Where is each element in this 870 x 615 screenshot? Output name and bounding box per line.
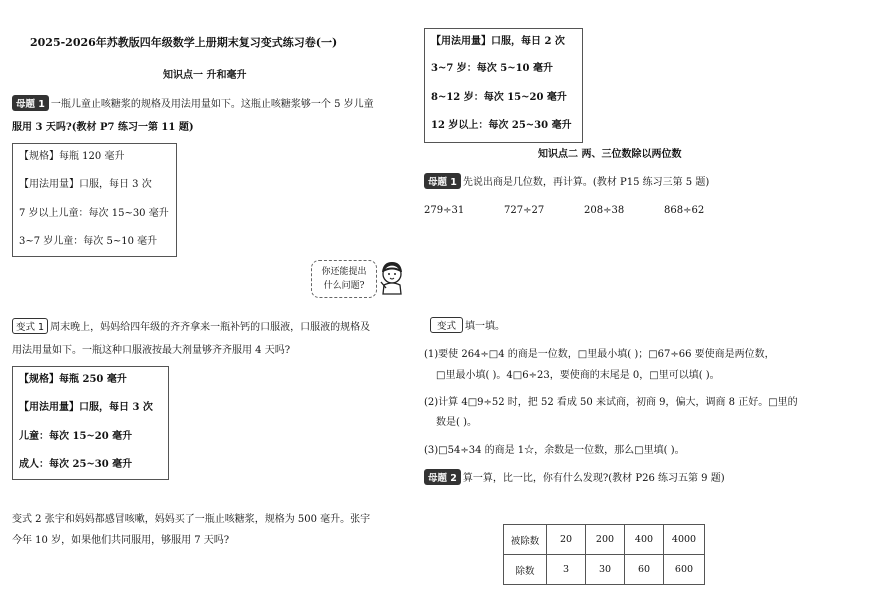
variant-fill: [430, 317, 505, 333]
spec-line: 儿童：每次 15~20 毫升: [19, 431, 133, 442]
table-cell: 200: [586, 525, 625, 555]
variant-2-line1: 变式 2 张宇和妈妈都感冒咳嗽，妈妈买了一瓶止咳糖浆，规格为 500 毫升。张宇: [12, 514, 371, 525]
spec-line: 【用法用量】口服，每日 2 次: [431, 36, 565, 47]
question-text-line2: 服用 3 天吗?(教材 P7 练习一第 11 题): [12, 122, 194, 133]
fill-item: □里最小填( )。4□6÷23，要使商的末尾是 0，□里可以填( )。: [436, 370, 720, 381]
spec-line: 3~7 岁：每次 5~10 毫升: [431, 63, 553, 74]
spec-box-1: [12, 143, 177, 257]
table-row: [504, 525, 705, 555]
spec-line: 【用法用量】口服，每日 3 次: [19, 179, 152, 190]
spec-box-3: [424, 28, 583, 143]
question-tag: 母题 2: [424, 469, 461, 485]
section-heading-2: 知识点二 两、三位数除以两位数: [538, 149, 682, 160]
spec-line: 12 岁以上：每次 25~30 毫升: [431, 120, 572, 131]
table-header-cell: 除数: [504, 555, 547, 585]
spec-line: 【用法用量】口服，每日 3 次: [19, 402, 153, 413]
question-1: [12, 95, 374, 111]
variant-2-line2: 今年 10 岁，如果他们共同服用，够服用 7 天吗?: [12, 535, 230, 546]
spec-box-2: [12, 366, 169, 480]
spec-line: 7 岁以上儿童：每次 15~30 毫升: [19, 208, 169, 219]
variant-text-line1: 周末晚上，妈妈给四年级的齐齐拿来一瓶补钙的口服液，口服液的规格及: [50, 322, 371, 333]
bubble-line: 你还能提出: [321, 267, 367, 277]
expression: 727÷27: [504, 205, 545, 216]
table-cell: 60: [625, 555, 664, 585]
variant-tag: 变式: [430, 317, 463, 333]
table-cell: 3: [547, 555, 586, 585]
fill-item: (2)计算 4□9÷52 时，把 52 看成 50 来试商，初商 9，偏大，调商 8 正好。□里的: [424, 397, 798, 408]
question-2-2: [424, 469, 725, 485]
question-tag: 母题 1: [424, 173, 461, 189]
variant-tag: 变式 1: [12, 318, 48, 334]
page-title: 2025-2026年苏教版四年级数学上册期末复习变式练习卷(一): [30, 36, 338, 49]
variant-text-line2: 用法用量如下。一瓶这种口服液按最大剂量够齐齐服用 4 天吗?: [12, 345, 291, 356]
question-tag: 母题 1: [12, 95, 49, 111]
speech-bubble: [311, 260, 377, 298]
fill-item: (3)□54÷34 的商是 1☆，余数是一位数，那么□里填( )。: [424, 445, 685, 456]
question-text: 算一算，比一比，你有什么发现?(教材 P26 练习五第 9 题): [462, 473, 725, 484]
table-row: [504, 555, 705, 585]
variant-1: [12, 318, 370, 334]
expression: 868÷62: [664, 205, 705, 216]
spec-line: 【规格】每瓶 120 毫升: [19, 151, 125, 162]
spec-line: 8~12 岁：每次 15~20 毫升: [431, 92, 567, 103]
division-table: [503, 524, 705, 585]
fill-item: 数是( )。: [436, 417, 477, 428]
question-text: 先说出商是几位数，再计算。(教材 P15 练习三第 5 题): [462, 177, 710, 188]
expression: 279÷31: [424, 205, 465, 216]
question-2-1: [424, 173, 709, 189]
table-cell: 600: [664, 555, 705, 585]
table-cell: 400: [625, 525, 664, 555]
expression: 208÷38: [584, 205, 625, 216]
table-cell: 20: [547, 525, 586, 555]
table-cell: 4000: [664, 525, 705, 555]
fill-item: (1)要使 264÷□4 的商是一位数，□里最小填( )；□67÷66 要使商是两位数，: [424, 349, 775, 360]
question-text-line1: 一瓶儿童止咳糖浆的规格及用法用量如下。这瓶止咳糖浆够一个 5 岁儿童: [50, 99, 374, 110]
variant-text: 填一填。: [465, 321, 506, 332]
table-cell: 30: [586, 555, 625, 585]
bubble-line: 什么问题?: [323, 281, 365, 291]
child-thinking-icon: [374, 258, 410, 296]
spec-line: 【规格】每瓶 250 毫升: [19, 374, 127, 385]
section-heading-1: 知识点一 升和毫升: [163, 70, 247, 81]
table-header-cell: 被除数: [504, 525, 547, 555]
spec-line: 3~7 岁儿童：每次 5~10 毫升: [19, 236, 158, 247]
spec-line: 成人：每次 25~30 毫升: [19, 459, 133, 470]
